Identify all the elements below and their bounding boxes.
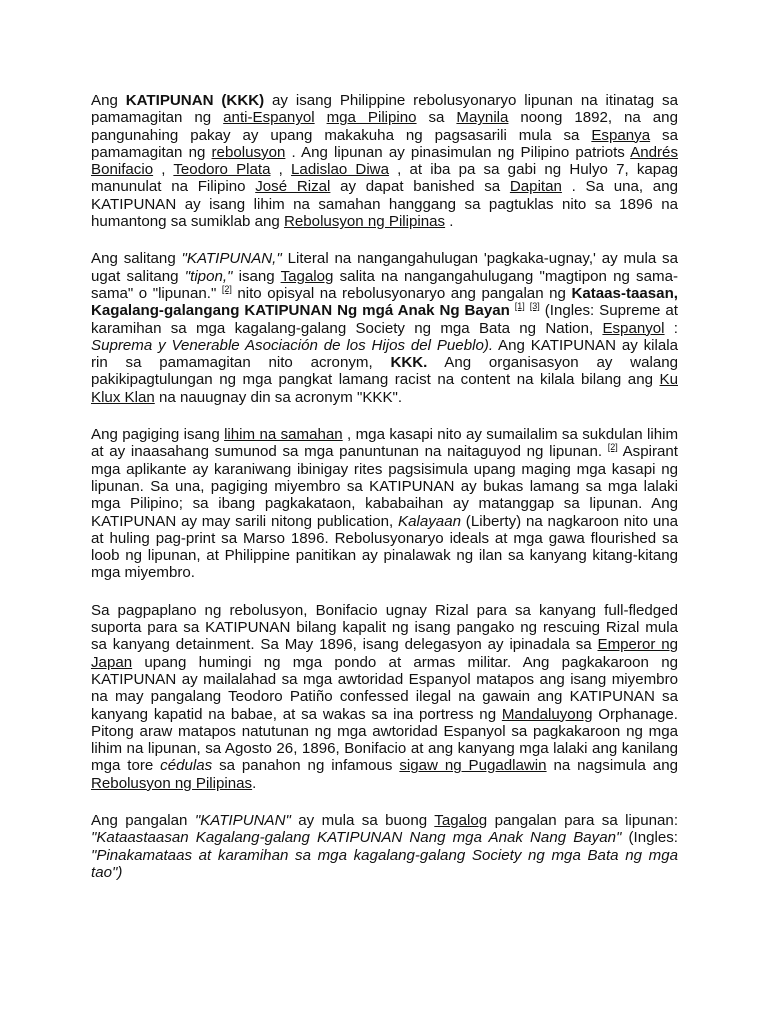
- text-run: (Ingles:: [621, 829, 678, 847]
- text-run: [315, 109, 327, 126]
- text-run: (Ingles: Supreme at karamihan sa mga kagalang-galang Society ng mga Bata ng Nation,: [91, 302, 678, 337]
- text-run: pangalan para sa lipunan:: [487, 811, 679, 829]
- text-run: . Sa una, ang KATIPUNAN ay isang lihim na samahan hanggang sa pagtuklas nito sa 1896 na humantong sa sumiklab ang: [91, 178, 678, 231]
- text-run: nito opisyal na rebolusyonaryo ang pangalan ng: [231, 284, 572, 302]
- italic-kalayaan: Kalayaan: [398, 512, 461, 530]
- text-run: ay mula sa buong: [290, 811, 435, 829]
- link-tagalog[interactable]: Tagalog: [280, 267, 334, 285]
- link-jose-rizal[interactable]: José Rizal: [255, 178, 331, 196]
- link-rebolusyon-ng-pilipinas[interactable]: Rebolusyon ng Pilipinas: [91, 774, 253, 792]
- link-maynila[interactable]: Maynila: [456, 109, 509, 127]
- text-run: Ang salitang: [91, 250, 182, 268]
- text-run: sa: [416, 109, 457, 127]
- text-run: , at iba pa sa gabi ng Hulyo 7, kapag manunulat na Filipino: [91, 161, 678, 196]
- paragraph-1: [91, 92, 678, 230]
- text-run: na nagsimula ang: [546, 757, 678, 775]
- text-run: ,: [270, 161, 292, 179]
- document-page: [91, 92, 678, 901]
- text-run: noong 1892, na ang pangunahing pakay ay upang makakuha ng pagsasarili mula sa: [91, 109, 678, 144]
- link-dapitan[interactable]: Dapitan: [509, 178, 562, 196]
- paragraph-4: [91, 602, 678, 792]
- italic-english-translation: "Pinakamataas at karamihan sa mga kagalang-galang Society ng mga Bata ng mga tao"): [91, 846, 678, 881]
- text-run: sa panahon ng infamous: [212, 757, 400, 775]
- link-espanyol[interactable]: Espanyol: [602, 319, 665, 337]
- text-run: . Ang lipunan ay pinasimulan ng Pilipino patriots: [285, 143, 631, 161]
- bold-acronym-kkk: KKK.: [390, 354, 428, 372]
- text-run: na nauugnay din sa acronym "KKK".: [154, 388, 403, 406]
- text-run: Ang: [91, 92, 126, 109]
- link-rebolusyon[interactable]: rebolusyon: [211, 143, 286, 161]
- link-ladislao-diwa[interactable]: Ladislao Diwa: [291, 161, 389, 179]
- text-run: Ang pagiging isang: [91, 426, 225, 444]
- text-run: Literal na nangangahulugan 'pagkaka-ugnay,' ay mula sa ugat salitang: [91, 250, 678, 285]
- italic-term: "KATIPUNAN,": [181, 250, 282, 268]
- text-run: Orphanage. Pitong araw matapos natutunan ng mga awtoridad Espanyol sa pagkakaroon ng mga lihim na lipunan, sa Agosto 26, 1896, Bonifacio at ang kanyang mga lalaki ang kanilang mga tore: [91, 705, 678, 775]
- bold-official-name: Kataas-taasan, Kagalang-galangang KATIPUNAN Ng mgá Anak Ng Bayan: [91, 284, 678, 320]
- text-run: :: [664, 319, 678, 337]
- text-run: isang: [232, 267, 281, 285]
- link-sigaw-ng-pugadlawin[interactable]: sigaw ng Pugadlawin: [399, 757, 547, 775]
- text-run: sa pamamagitan ng: [91, 126, 678, 161]
- text-run: Sa pagpaplano ng rebolusyon, Bonifacio ugnay Rizal para sa kanyang full-fledged suporta para sa KATIPUNAN bilang kapalit ng isang pangako ng rescuing Rizal mula sa kanyang detainment. Sa May 1896, isang delegasyon ay ipinadala sa: [91, 601, 678, 654]
- link-mandaluyong[interactable]: Mandaluyong: [501, 705, 593, 723]
- paragraph-3: [91, 426, 678, 582]
- paragraph-5: [91, 812, 678, 881]
- text-run: Ang organisasyon ay walang pakikipagtulungan ng mga pangkat lamang racist na content na kilala bilang ang: [91, 354, 679, 389]
- link-espanya[interactable]: Espanya: [591, 126, 651, 144]
- italic-full-name: "Kataastaasan Kagalang-galang KATIPUNAN Nang mga Anak Nang Bayan": [91, 829, 622, 847]
- footnote-ref-2[interactable]: [2]: [221, 283, 232, 294]
- italic-term: "KATIPUNAN": [194, 811, 291, 829]
- footnote-ref-1[interactable]: [1]: [514, 301, 525, 312]
- bold-term-katipunan-kkk: KATIPUNAN (KKK): [125, 92, 265, 109]
- link-rebolusyon-ng-pilipinas[interactable]: Rebolusyon ng Pilipinas: [283, 213, 446, 231]
- footnote-ref-2[interactable]: [2]: [607, 442, 618, 453]
- link-lihim-na-samahan[interactable]: lihim na samahan: [224, 426, 343, 444]
- text-run: salita na nangangahulugang "magtipon ng sama-sama" o "lipunan.": [91, 267, 678, 302]
- link-emperor-ng-japan[interactable]: Emperor ng Japan: [91, 636, 679, 671]
- text-run: (Liberty) na nagkaroon nito una at huling pag-print sa Marso 1896. Rebolusyonaryo ideals at mga gawa flourished sa loob ng lipunan, at Philippine panitikan ay pinalawak ng ilan sa kanyang kitang-kitang mga miyembro.: [91, 512, 678, 582]
- paragraph-2: [91, 250, 678, 406]
- link-teodoro-plata[interactable]: Teodoro Plata: [173, 161, 271, 179]
- text-run: upang humingi ng mga pondo at armas militar. Ang pagkakaroon ng KATIPUNAN ay mailalahad sa mga awtoridad Espanyol matapos ang isang miyembro na may pangalang Teodoro Patiño confessed ilegal na gawain ang KATIPUNAN sa kanyang kapatid na babae, at sa wakas sa ina portress ng: [91, 653, 678, 723]
- text-run: Ang pangalan: [91, 811, 195, 829]
- footnote-ref-3[interactable]: [3]: [529, 301, 540, 312]
- link-anti-espanyol[interactable]: anti-Espanyol: [223, 109, 315, 127]
- italic-term: "tipon,": [184, 267, 233, 285]
- text-run: ay dapat banished sa: [330, 178, 510, 196]
- italic-spanish-name: Suprema y Venerable Asociación de los Hijos del Pueblo).: [91, 336, 494, 354]
- link-ku-klux-klan[interactable]: Ku Klux Klan: [91, 371, 678, 406]
- link-andres-bonifacio[interactable]: Andrés Bonifacio: [91, 143, 678, 179]
- text-run: ay isang Philippine rebolusyonaryo lipunan na itinatag sa pamamagitan ng: [91, 92, 678, 127]
- text-run: .: [252, 774, 257, 792]
- text-run: ,: [153, 161, 174, 179]
- text-run: Aspirant mga aplikante ay karaniwang ibinigay rites pagsisimula upang maging mga kasapi ng lipunan. Sa una, pagiging miyembro sa KATIPUNAN ay bukas lamang sa mga lalaki mga Pilipino; sa ibang pagkakataon, kababaihan ay matanggap sa lipunan. Ang KATIPUNAN ay may sarili nitong publication,: [91, 443, 678, 530]
- italic-cedulas: cédulas: [160, 757, 213, 775]
- text-run: Ang KATIPUNAN ay kilala rin sa pamamagitan nito acronym,: [91, 336, 678, 372]
- text-run: .: [445, 213, 454, 231]
- text-run: , mga kasapi nito ay sumailalim sa sukdulan lihim at ay inaasahang sumunod sa mga panuntunan na naitaguyod ng lipunan.: [91, 426, 679, 461]
- link-tagalog[interactable]: Tagalog: [434, 811, 488, 829]
- link-mga-pilipino[interactable]: mga Pilipino: [326, 109, 417, 127]
